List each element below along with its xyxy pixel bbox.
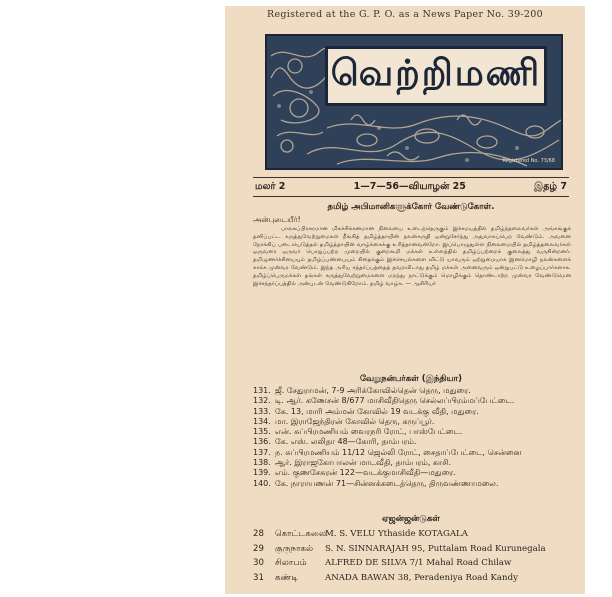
- list-item: 139. எம். குணசேகரன் 122—வடக்குமாசிவீதி—மதுரை.: [253, 468, 456, 478]
- list-item: 29 குருநாகல் S. N. SINNARAJAH 95, Puttalam Road Kurunegala: [253, 543, 546, 554]
- appeal-heading: தமிழ் அபிமானிகளுக்கோர் வேண்டுகோள்.: [327, 202, 495, 212]
- registration-stamp: Registered No. 73/68: [502, 158, 555, 164]
- title-plate: [325, 46, 547, 106]
- agents-heading: ஏஜன்ஜன்டுகள்: [382, 514, 440, 524]
- appeal-body: பாலகப்பிரசுரமான மிகச்சிக்கனமான நிலையை உடைந்தெருகும் இச்சமயத்தில் தமிழ்ந்தலைவர்கள் அங்கங்குக் தனிப்பட்ட கருத்துவேற்றுமைகள் நீங்கித் தமிழ்த்தாயின் நலன்கருதி ஒன்றுசேர்ந்து அதுவாகப்பெற வேண்டும். அவனை நோக்கிப் படையெடுத்தல் தமிழ்த்தாயின் வாழ்க்கைக்கு உரித்தானவன்றோ. இப்பொழுதுள்ள நிலைமையில் தமிழ்த்தலைவர்கள் ஒருவரை ஒருவர் பொறுப்பற்ற முறையில் குறைகூறி மக்கள் உள்ளத்தில் தமிழ்ப்பற்றைக் குலைத்து வருகின்றனர். தமிழுணர்ச்சியையும் தமிழ்ப்பண்பையும் சிதைக்கும் இச்செயல்களை விட்டு யாவரும் ஒற்றுமையாக இனமொழி நலன்களைக் காக்க முன்வர வேண்டும். இந்த அரிய சந்தர்ப்பத்தைத் தவறவிடாது தமிழ் மக்கள் அனைவரும் ஒன்றுபட்டு உழைப்பார்களாக. தமிழ்ப்பெருமக்கள் தங்கள் கருத்துவேற்றுமைகளை மறந்து நாட்டுக்கும் மொழிக்கும் தொண்டாற்ற முன்வர வேண்டுமென இச்சந்தர்ப்பத்தில் அன்புடன் வேண்டுகிறோம். தமிழ் வாழ்க. — ஆசிரியர்: [253, 226, 571, 287]
- issue-bar: [253, 177, 569, 197]
- list-item: 134. மா. இராஜேந்திரன் கோவில் தெரு, கருப்பூர்.: [253, 416, 435, 426]
- issue-date: 1—7—56—வியாழன் 25: [353, 181, 466, 192]
- list-item: 31 கண்டி ANADA BAWAN 38, Peradeniya Road Kandy: [253, 572, 518, 583]
- list-item: 135. என். சுப்பிரமணியம் வைரநரி ரோட், பாஸ்பேட்டை.: [253, 427, 463, 437]
- issue-number: இதழ் 7: [533, 181, 567, 192]
- list-item: 133. கே. 13, மாரி அம்மன் கோவில் 19 வடக்கு வீதி, மதுரை.: [253, 406, 479, 416]
- newspaper-title: வெற்றிமணி: [330, 53, 542, 94]
- list-item: 138. ஆர். இராஜகோபாலன் மாடவீதி, தாம்பரம், காசி.: [253, 458, 452, 468]
- masthead: [265, 34, 563, 170]
- agent-list: [253, 527, 579, 585]
- list-item: 132. டி. ஆர். கணேசன் 8/677 மாசிவீதிதெரு செல்லப்பிரம்மப்பேட்டை.: [253, 396, 515, 406]
- list-item: 140. கே. நாராயணன் 71—சின்னக்கடைத்தெரு, திருவண்ணாமலை.: [253, 478, 499, 488]
- list-item: 137. ந. சுப்பிரமணியம் 11/12 ஜெல்லி ரோட், சைதாப்பேட்டை, சென்னை: [253, 447, 522, 457]
- volume-label: மலர் 2: [255, 181, 286, 192]
- list-item: 30 சிலாபம் ALFRED DE SILVA 7/1 Mahal Road Chilaw: [253, 558, 512, 569]
- list-item: 136. கே. எஸ். லலிதா 48—கோரி, தாம்பரம்.: [253, 437, 417, 447]
- subscribers-heading: வேறுநன்பர்கள் (இந்தியா): [360, 374, 462, 384]
- subscriber-list: [253, 386, 573, 489]
- list-item: 131. ஜீ. சேதுராமன், 7-9 அரிக்கோவில்தென் தெரு, மதுரை.: [253, 386, 471, 395]
- newspaper-page: [225, 6, 585, 594]
- salutation: அன்புடையீர்!: [253, 215, 301, 224]
- registration-line: Registered at the G. P. O. as a News Paper No. 39-200: [267, 9, 543, 20]
- list-item: 28 கொட்டகலைM. S. VELU Ythaside KOTAGALA: [253, 529, 468, 539]
